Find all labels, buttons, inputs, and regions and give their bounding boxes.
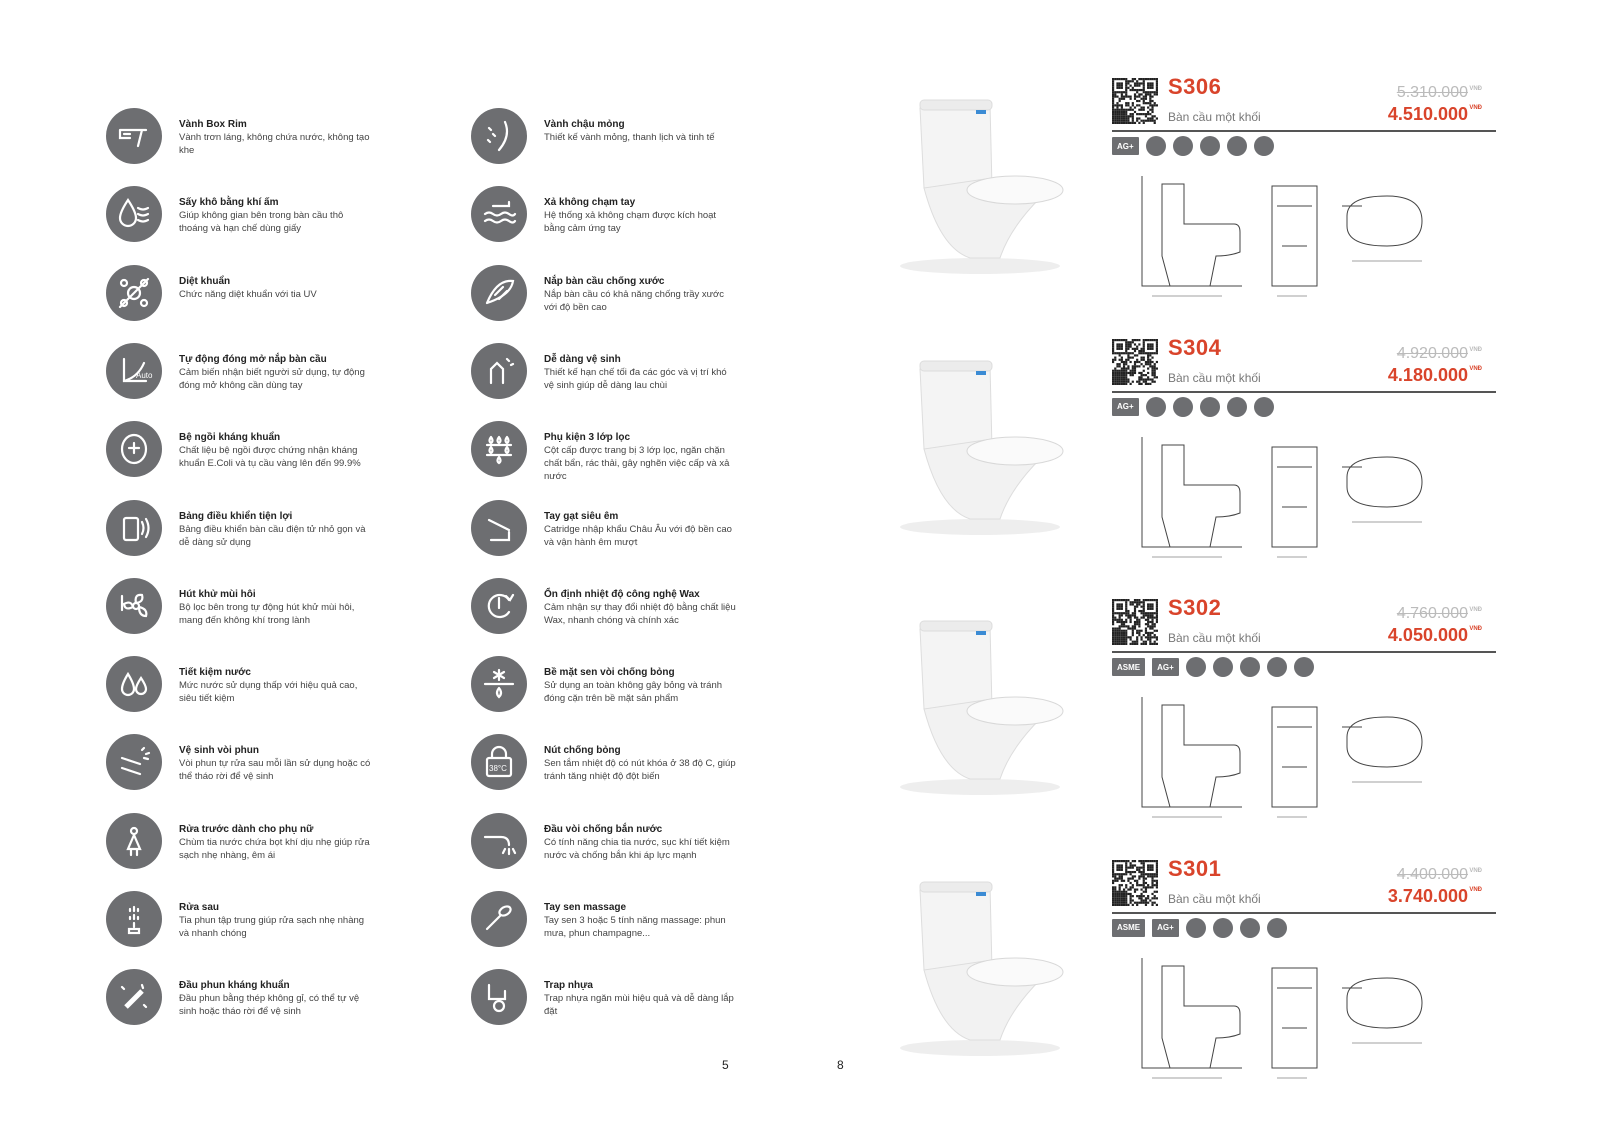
technical-drawing xyxy=(1132,687,1462,827)
feature-item xyxy=(106,108,374,164)
feature-title: Tự động đóng mở nắp bàn cầu xyxy=(179,353,327,365)
product-model: S301 xyxy=(1168,855,1222,881)
feature-description: Chức năng diệt khuẩn với tia UV xyxy=(179,288,317,300)
feature-item xyxy=(471,186,739,242)
feature-badges xyxy=(1112,136,1281,156)
feature-icon xyxy=(1267,657,1287,677)
feature-icon xyxy=(1173,136,1193,156)
feature-item xyxy=(471,813,739,869)
feature-icon xyxy=(1146,136,1166,156)
feature-description: Chùm tia nước chứa bọt khí dịu nhẹ giúp rửa sạch nhẹ nhàng, êm ái xyxy=(179,836,370,861)
feature-item xyxy=(471,969,739,1025)
feature-title: Vành Box Rim xyxy=(179,119,247,130)
new-price: 4.180.000 xyxy=(1387,364,1468,385)
touchless-flush-icon xyxy=(471,186,527,242)
feature-description: Cột cấp được trang bị 3 lớp lọc, ngăn chặn chất bẩn, rác thải, gây nghẽn việc cấp và xả nước xyxy=(544,445,730,483)
feature-title: Tiết kiệm nước xyxy=(179,667,251,679)
toilet-product-image xyxy=(880,339,1080,539)
feature-title: Tay sen massage xyxy=(544,902,627,913)
feature-icon xyxy=(1227,136,1247,156)
qr-code xyxy=(1112,78,1158,124)
toilet-product-image xyxy=(880,860,1080,1060)
feature-title: Xả không chạm tay xyxy=(544,197,636,209)
feature-title: Đầu vòi chống bắn nước xyxy=(544,823,663,835)
old-price: 4.760.000 xyxy=(1396,605,1468,622)
feature-icon xyxy=(1267,918,1287,938)
technical-drawing xyxy=(1132,166,1462,306)
feature-item xyxy=(106,734,374,790)
divider xyxy=(1112,130,1496,132)
currency-label: VNĐ xyxy=(1469,86,1482,92)
product-subtitle: Bàn cầu một khối xyxy=(1168,631,1261,645)
certification-badge: AG+ xyxy=(1112,137,1139,155)
feature-icon xyxy=(1200,397,1220,417)
feature-description: Vòi phun tự rửa sau mỗi lần sử dụng hoặc có thể tháo rời để vệ sinh xyxy=(179,758,371,783)
currency-label: VNĐ xyxy=(1469,867,1482,874)
feature-icon xyxy=(1213,918,1233,938)
feature-title: Bảng điều khiển tiện lợi xyxy=(179,510,293,522)
feature-item xyxy=(106,969,374,1025)
product-model: S306 xyxy=(1168,74,1222,99)
qr-code xyxy=(1112,860,1158,906)
currency-label: VNĐ xyxy=(1469,886,1482,893)
feature-title: Ổn định nhiệt độ công nghệ Wax xyxy=(544,588,700,600)
feature-description: Catridge nhập khẩu Châu Âu với độ bền cao và vận hành êm mượt xyxy=(544,523,732,548)
certification-badge: AG+ xyxy=(1112,398,1139,416)
divider xyxy=(1112,391,1496,393)
page-number-left: 5 xyxy=(722,1058,729,1072)
old-price: 4.400.000 xyxy=(1396,865,1468,883)
certification-badge: AG+ xyxy=(1152,658,1179,676)
feature-item xyxy=(471,265,739,321)
antibacterial-seat-icon xyxy=(106,421,162,477)
feature-item xyxy=(106,891,374,947)
three-layer-filter-icon xyxy=(471,421,527,477)
product-model: S302 xyxy=(1168,595,1222,620)
antibacterial-nozzle-icon xyxy=(106,969,162,1025)
remote-control-icon xyxy=(106,500,162,556)
box-rim-icon xyxy=(106,108,162,164)
feature-title: Bệ ngồi kháng khuẩn xyxy=(179,432,281,444)
feature-title: Nắp bàn cầu chống xước xyxy=(544,275,665,287)
feature-badges xyxy=(1112,397,1281,417)
page-number-right: 8 xyxy=(837,1058,844,1072)
feature-description: Thiết kế vành mỏng, thanh lịch và tinh tế xyxy=(544,132,715,143)
currency-label: VNĐ xyxy=(1469,607,1482,613)
feature-item xyxy=(471,891,739,947)
feature-item xyxy=(471,108,739,164)
currency-label: VNĐ xyxy=(1469,105,1482,111)
feminine-wash-icon xyxy=(106,813,162,869)
uv-sterilize-icon xyxy=(106,265,162,321)
scratch-resistant-lid-icon xyxy=(471,265,527,321)
feature-item xyxy=(106,265,374,321)
currency-label: VNĐ xyxy=(1469,365,1482,372)
qr-code xyxy=(1112,599,1158,645)
feature-item xyxy=(471,656,739,712)
feature-title: Hút khử mùi hôi xyxy=(179,588,256,600)
feature-description: Cảm biến nhận biết người sử dụng, tự động đóng mở không cần dùng tay xyxy=(179,366,365,391)
old-price: 5.310.000 xyxy=(1396,84,1468,101)
feature-description: Tay sen 3 hoặc 5 tính năng massage: phun mưa, phun champagne... xyxy=(544,915,726,939)
water-saving-icon xyxy=(106,656,162,712)
certification-badge: ASME xyxy=(1112,658,1145,676)
technical-drawing xyxy=(1132,948,1462,1088)
feature-badges xyxy=(1112,657,1321,677)
feature-item xyxy=(106,500,374,556)
feature-description: Bộ lọc bên trong tự động hút khử mùi hôi, mang đến không khí trong lành xyxy=(179,601,355,626)
product-card xyxy=(880,595,1500,849)
feature-item xyxy=(471,421,739,483)
feature-icon xyxy=(1186,918,1206,938)
feature-item xyxy=(106,813,374,869)
feature-title: Tay gạt siêu êm xyxy=(544,510,619,522)
feature-title: Bề mặt sen vòi chống bỏng xyxy=(544,667,675,679)
feature-item xyxy=(471,500,739,556)
divider xyxy=(1112,651,1496,653)
feature-description: Có tính năng chia tia nước, sục khí tiết kiệm nước và chống bắn khi áp lực mạnh xyxy=(544,836,730,861)
feature-icon xyxy=(1227,397,1247,417)
feature-title: Vệ sinh vòi phun xyxy=(179,745,260,757)
qr-code xyxy=(1112,339,1158,385)
feature-description: Hệ thống xả không chạm được kích hoạt bằng cảm ứng tay xyxy=(544,210,717,235)
anti-scald-button-icon xyxy=(471,734,527,790)
currency-label: VNĐ xyxy=(1469,346,1482,353)
feature-description: Thiết kế hạn chế tối đa các góc và vị trí khó vệ sinh giúp dễ dàng lau chùi xyxy=(544,366,727,391)
feature-title: Rửa trước dành cho phụ nữ xyxy=(179,823,314,835)
easy-clean-icon xyxy=(471,343,527,399)
smooth-lever-icon xyxy=(471,500,527,556)
feature-title: Vành chậu mỏng xyxy=(544,119,625,130)
feature-icon xyxy=(1240,657,1260,677)
feature-description: Trap nhựa ngăn mùi hiệu quả và dễ dàng lắp đặt xyxy=(544,993,734,1018)
product-subtitle: Bàn cầu một khối xyxy=(1168,370,1261,385)
feature-description: Sử dụng an toàn không gây bỏng và tránh đóng cặn trên bề mặt sản phẩm xyxy=(544,680,723,705)
feature-title: Trap nhựa xyxy=(544,980,593,992)
feature-description: Chất liệu bệ ngồi được chứng nhận kháng khuẩn E.Coli và tụ cầu vàng lên đến 99.9% xyxy=(179,445,361,470)
feature-description: Mức nước sử dụng thấp với hiệu quả cao, siêu tiết kiệm xyxy=(179,680,358,705)
deodorize-icon xyxy=(106,578,162,634)
product-subtitle: Bàn cầu một khối xyxy=(1168,110,1261,124)
certification-badge: ASME xyxy=(1112,919,1145,937)
anti-splash-faucet-icon xyxy=(471,813,527,869)
toilet-product-image xyxy=(880,599,1080,799)
feature-icon xyxy=(1146,397,1166,417)
toilet-product-image xyxy=(880,78,1080,278)
new-price: 4.510.000 xyxy=(1387,104,1468,124)
feature-title: Nút chống bỏng xyxy=(544,745,621,757)
feature-title: Phụ kiện 3 lớp lọc xyxy=(544,432,631,444)
technical-drawing xyxy=(1132,427,1462,567)
auto-lid-icon xyxy=(106,343,162,399)
feature-icon xyxy=(1254,136,1274,156)
warm-air-dry-icon xyxy=(106,186,162,242)
product-card xyxy=(880,855,1500,1110)
feature-description: Nắp bàn cầu có khả năng chống trầy xước với độ bền cao xyxy=(544,288,725,313)
product-subtitle: Bàn cầu một khối xyxy=(1168,891,1261,906)
feature-icon xyxy=(1186,657,1206,677)
feature-title: Diệt khuẩn xyxy=(179,275,231,287)
feature-item xyxy=(106,656,374,712)
feature-badges xyxy=(1112,918,1294,938)
feature-description: Sen tắm nhiệt độ có nút khóa ở 38 độ C, giúp tránh tăng nhiệt độ đột biến xyxy=(544,758,736,783)
feature-item xyxy=(471,578,739,634)
feature-item xyxy=(106,578,374,634)
feature-item xyxy=(471,734,739,790)
feature-item xyxy=(106,421,374,477)
nozzle-clean-icon xyxy=(106,734,162,790)
feature-icon xyxy=(1254,397,1274,417)
feature-description: Cảm nhận sự thay đổi nhiệt độ bằng chất liệu Wax, nhanh chóng và chính xác xyxy=(544,601,736,626)
feature-title: Dễ dàng vệ sinh xyxy=(544,353,621,365)
feature-description: Đầu phun bằng thép không gỉ, có thể tự vệ sinh hoặc tháo rời để vệ sinh xyxy=(179,993,360,1018)
feature-title: Đầu phun kháng khuẩn xyxy=(179,980,290,992)
wax-thermostat-icon xyxy=(471,578,527,634)
feature-title: Sấy khô bằng khí ấm xyxy=(179,197,279,209)
svg-text:38°C: 38°C xyxy=(489,764,507,774)
feature-description: Vành trơn láng, không chứa nước, không tạo khe xyxy=(179,132,370,156)
certification-badge: AG+ xyxy=(1152,919,1179,937)
feature-icon xyxy=(1213,657,1233,677)
slim-rim-icon xyxy=(471,108,527,164)
feature-icon xyxy=(1173,397,1193,417)
new-price: 4.050.000 xyxy=(1387,625,1468,645)
feature-item xyxy=(106,343,374,399)
feature-description: Giúp không gian bên trong bàn cầu thô thoáng và hạn chế dùng giấy xyxy=(179,210,344,235)
divider xyxy=(1112,912,1496,914)
product-model: S304 xyxy=(1168,334,1222,360)
currency-label: VNĐ xyxy=(1469,626,1482,632)
product-card xyxy=(880,334,1500,589)
feature-description: Tia phun tập trung giúp rửa sạch nhẹ nhàng và nhanh chóng xyxy=(179,915,365,939)
feature-icon xyxy=(1240,918,1260,938)
product-card xyxy=(880,74,1500,328)
feature-item xyxy=(106,186,374,242)
svg-text:Auto: Auto xyxy=(136,370,153,380)
massage-shower-icon xyxy=(471,891,527,947)
feature-item xyxy=(471,343,739,399)
new-price: 3.740.000 xyxy=(1387,885,1468,906)
feature-description: Bảng điều khiển bàn cầu điện tử nhỏ gọn và dễ dàng sử dụng xyxy=(179,523,366,548)
rear-wash-icon xyxy=(106,891,162,947)
plastic-trap-icon xyxy=(471,969,527,1025)
feature-title: Rửa sau xyxy=(179,902,220,913)
feature-icon xyxy=(1294,657,1314,677)
feature-icon xyxy=(1200,136,1220,156)
anti-scald-surface-icon xyxy=(471,656,527,712)
old-price: 4.920.000 xyxy=(1396,344,1468,362)
